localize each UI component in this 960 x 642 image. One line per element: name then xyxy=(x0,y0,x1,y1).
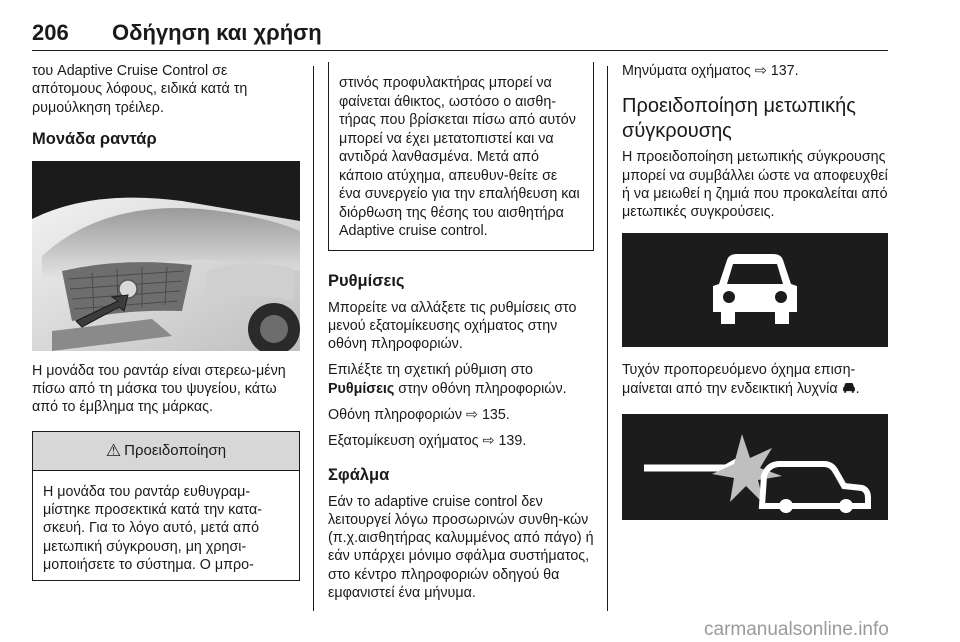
warning-text: Η μονάδα του ραντάρ ευθυγραμ-μίστηκε προσεκτικά κατά την κατα-σκευή. Για το λόγο αυτό, μετά από μετωπική σύγκρουση, μη χρησι-μοποιήσετε το σύστημα. Ο μπρο- xyxy=(43,483,263,573)
warning-title: Προειδοποίηση xyxy=(124,442,227,460)
column-right xyxy=(622,62,888,520)
column-divider xyxy=(313,66,314,611)
vehicle-ahead-icon-panel xyxy=(622,233,888,347)
error-heading: Σφάλμα xyxy=(328,465,390,484)
column-middle xyxy=(328,62,594,602)
page-header xyxy=(32,20,888,51)
warning-box xyxy=(32,431,300,581)
settings-select-paragraph: Επιλέξτε τη σχετική ρύθμιση στο Ρυθμίσεις στην οθόνη πληροφοριών. xyxy=(328,362,567,397)
arrow-right-outline-icon: ⇨ xyxy=(754,63,767,79)
chapter-title: Οδήγηση και χρήση xyxy=(112,20,322,45)
collision-paragraph: Η προειδοποίηση μετωπικής σύγκρουσης μπορεί να συμβάλλει ώστε να αποφευχθεί ή να μειωθεί η ζημιά που προκαλείται από μετωπικές συγκρούσεις. xyxy=(622,149,888,221)
page-number: 206 xyxy=(32,20,69,45)
radar-unit-photo xyxy=(32,161,300,351)
vehicle-ahead-icon xyxy=(705,250,805,330)
warning-box-continued xyxy=(328,62,594,251)
ref-info-display[interactable]: Οθόνη πληροφοριών ⇨ 135. xyxy=(328,406,510,423)
watermark: carmanualsonline.info xyxy=(704,619,889,640)
settings-heading: Ρυθμίσεις xyxy=(328,271,405,290)
radar-caption: Η μονάδα του ραντάρ είναι στερεω-μένη πίσω από τη μάσκα του ψυγείου, κάτω από το έμβλημα της μάρκας. xyxy=(32,362,286,416)
arrow-right-outline-icon: ⇨ xyxy=(465,406,478,423)
error-paragraph: Εάν το adaptive cruise control δεν λειτουργεί λόγω προσωρινών συνθη-κών (π.χ.αισθητήρας καλυμμένος από πάγο) ή εάν υπάρχει μόνιμο σφάλμα συστήματος, στο κέντρο πληροφοριών οδηγού θα εμφανιστεί ένα μήνυμα. xyxy=(328,493,594,602)
ref-vehicle-messages[interactable]: Μηνύματα οχήματος ⇨ 137. xyxy=(622,63,799,79)
warning-body xyxy=(33,471,299,580)
lamp-paragraph: Τυχόν προπορευόμενο όχημα επιση-μαίνεται από την ενδεικτική λυχνία . xyxy=(622,362,860,397)
collision-icon xyxy=(622,414,888,520)
car-front-illustration xyxy=(32,161,300,351)
collision-icon-panel xyxy=(622,414,888,520)
ref-personalisation[interactable]: Εξατομίκευση οχήματος ⇨ 139. xyxy=(328,433,527,450)
column-left xyxy=(32,62,300,581)
warning-triangle-icon: ⚠ xyxy=(105,440,122,460)
arrow-right-outline-icon: ⇨ xyxy=(482,433,495,450)
collision-heading: Προειδοποίηση μετωπικής σύγκρουσης xyxy=(622,95,856,143)
radar-heading: Μονάδα ραντάρ xyxy=(32,129,157,148)
settings-paragraph: Μπορείτε να αλλάξετε τις ρυθμίσεις στο μενού εξατομίκευσης οχήματος στην οθόνη πληροφοριών. xyxy=(328,299,577,353)
vehicle-lamp-icon xyxy=(842,381,856,397)
warning-header xyxy=(33,432,299,471)
column-divider xyxy=(607,66,608,611)
settings-menu-label: Ρυθμίσεις xyxy=(328,380,395,397)
warning-continued-text: στινός προφυλακτήρας μπορεί να φαίνεται άθικτος, ωστόσο ο αισθη-τήρας που βρίσκεται πίσω από αυτόν μπορεί να έχει μετατοπιστεί και να αντιδρά λανθασμένα. Μετά από κάποιο ατύχημα, απευθυν-θείτε σε ένα συνεργείο για την επαλήθευση και διόρθωση της θέσης του αισθητήρα Adaptive cruise control. xyxy=(339,75,580,239)
intro-paragraph: του Adaptive Cruise Control σε απότομους λόφους, ειδικά κατά τη ρυμούλκηση τρέιλερ. xyxy=(32,63,248,116)
